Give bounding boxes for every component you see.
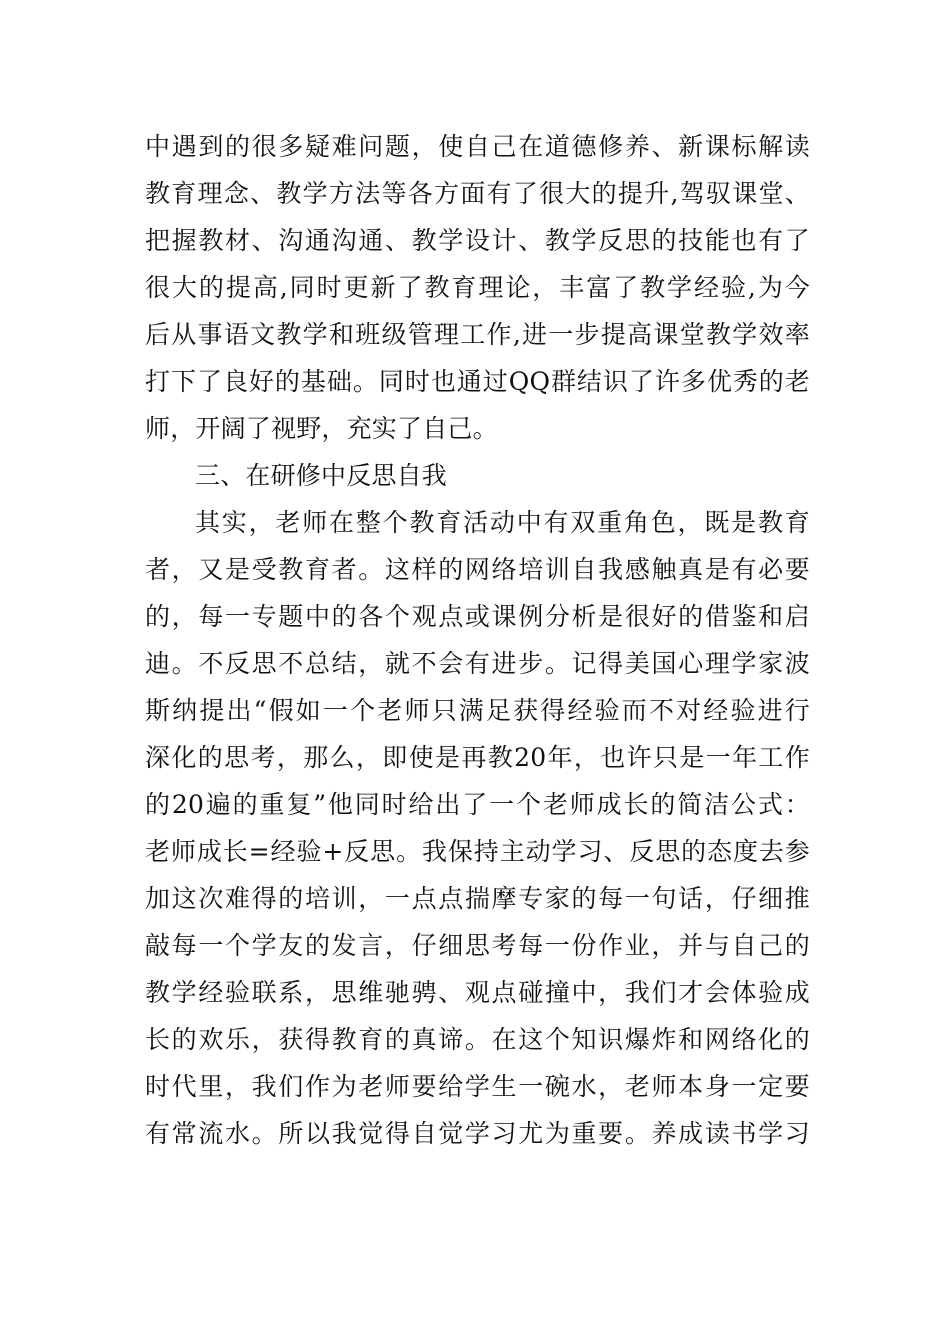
- paragraph-line: 时代里，我们作为老师要给学生一碗水，老师本身一定要: [145, 1072, 810, 1101]
- paragraph-line: 师，开阔了视野，充实了自己。: [145, 414, 498, 443]
- paragraph-line: 后从事语文教学和班级管理工作,进一步提高课堂教学效率: [145, 320, 810, 349]
- paragraph-line: 长的欢乐，获得教育的真谛。在这个知识爆炸和网络化的: [145, 1025, 810, 1054]
- paragraph-line: 深化的思考，那么，即使是再教20年，也许只是一年工作: [145, 743, 810, 772]
- paragraph-line: 的20遍的重复”他同时给出了一个老师成长的简洁公式：: [145, 790, 810, 819]
- section-heading: 三、在研修中反思自我: [195, 461, 448, 490]
- paragraph-line: 斯纳提出“假如一个老师只满足获得经验而不对经验进行: [145, 696, 810, 725]
- paragraph-line: 者，又是受教育者。这样的网络培训自我感触真是有必要: [145, 555, 810, 584]
- paragraph-line: 其实，老师在整个教育活动中有双重角色，既是教育: [195, 508, 810, 537]
- paragraph-line: 很大的提高,同时更新了教育理论，丰富了教学经验,为今: [145, 273, 810, 302]
- paragraph-line: 的，每一专题中的各个观点或课例分析是很好的借鉴和启: [145, 602, 810, 631]
- paragraph-line: 有常流水。所以我觉得自觉学习尤为重要。养成读书学习: [145, 1119, 810, 1148]
- paragraph-line: 中遇到的很多疑难问题，使自己在道德修养、新课标解读: [145, 132, 810, 161]
- paragraph-line: 把握教材、沟通沟通、教学设计、教学反思的技能也有了: [145, 226, 810, 255]
- paragraph-line: 打下了良好的基础。同时也通过QQ群结识了许多优秀的老: [145, 367, 810, 396]
- paragraph-line: 迪。不反思不总结，就不会有进步。记得美国心理学家波: [145, 649, 810, 678]
- paragraph-line: 敲每一个学友的发言，仔细思考每一份作业，并与自己的: [145, 931, 810, 960]
- paragraph-line: 教学经验联系，思维驰骋、观点碰撞中，我们才会体验成: [145, 978, 810, 1007]
- paragraph-line: 加这次难得的培训，一点点揣摩专家的每一句话，仔细推: [145, 884, 810, 913]
- paragraph-line: 教育理念、教学方法等各方面有了很大的提升,驾驭课堂、: [145, 179, 810, 208]
- paragraph-line: 老师成长=经验+反思。我保持主动学习、反思的态度去参: [145, 837, 810, 866]
